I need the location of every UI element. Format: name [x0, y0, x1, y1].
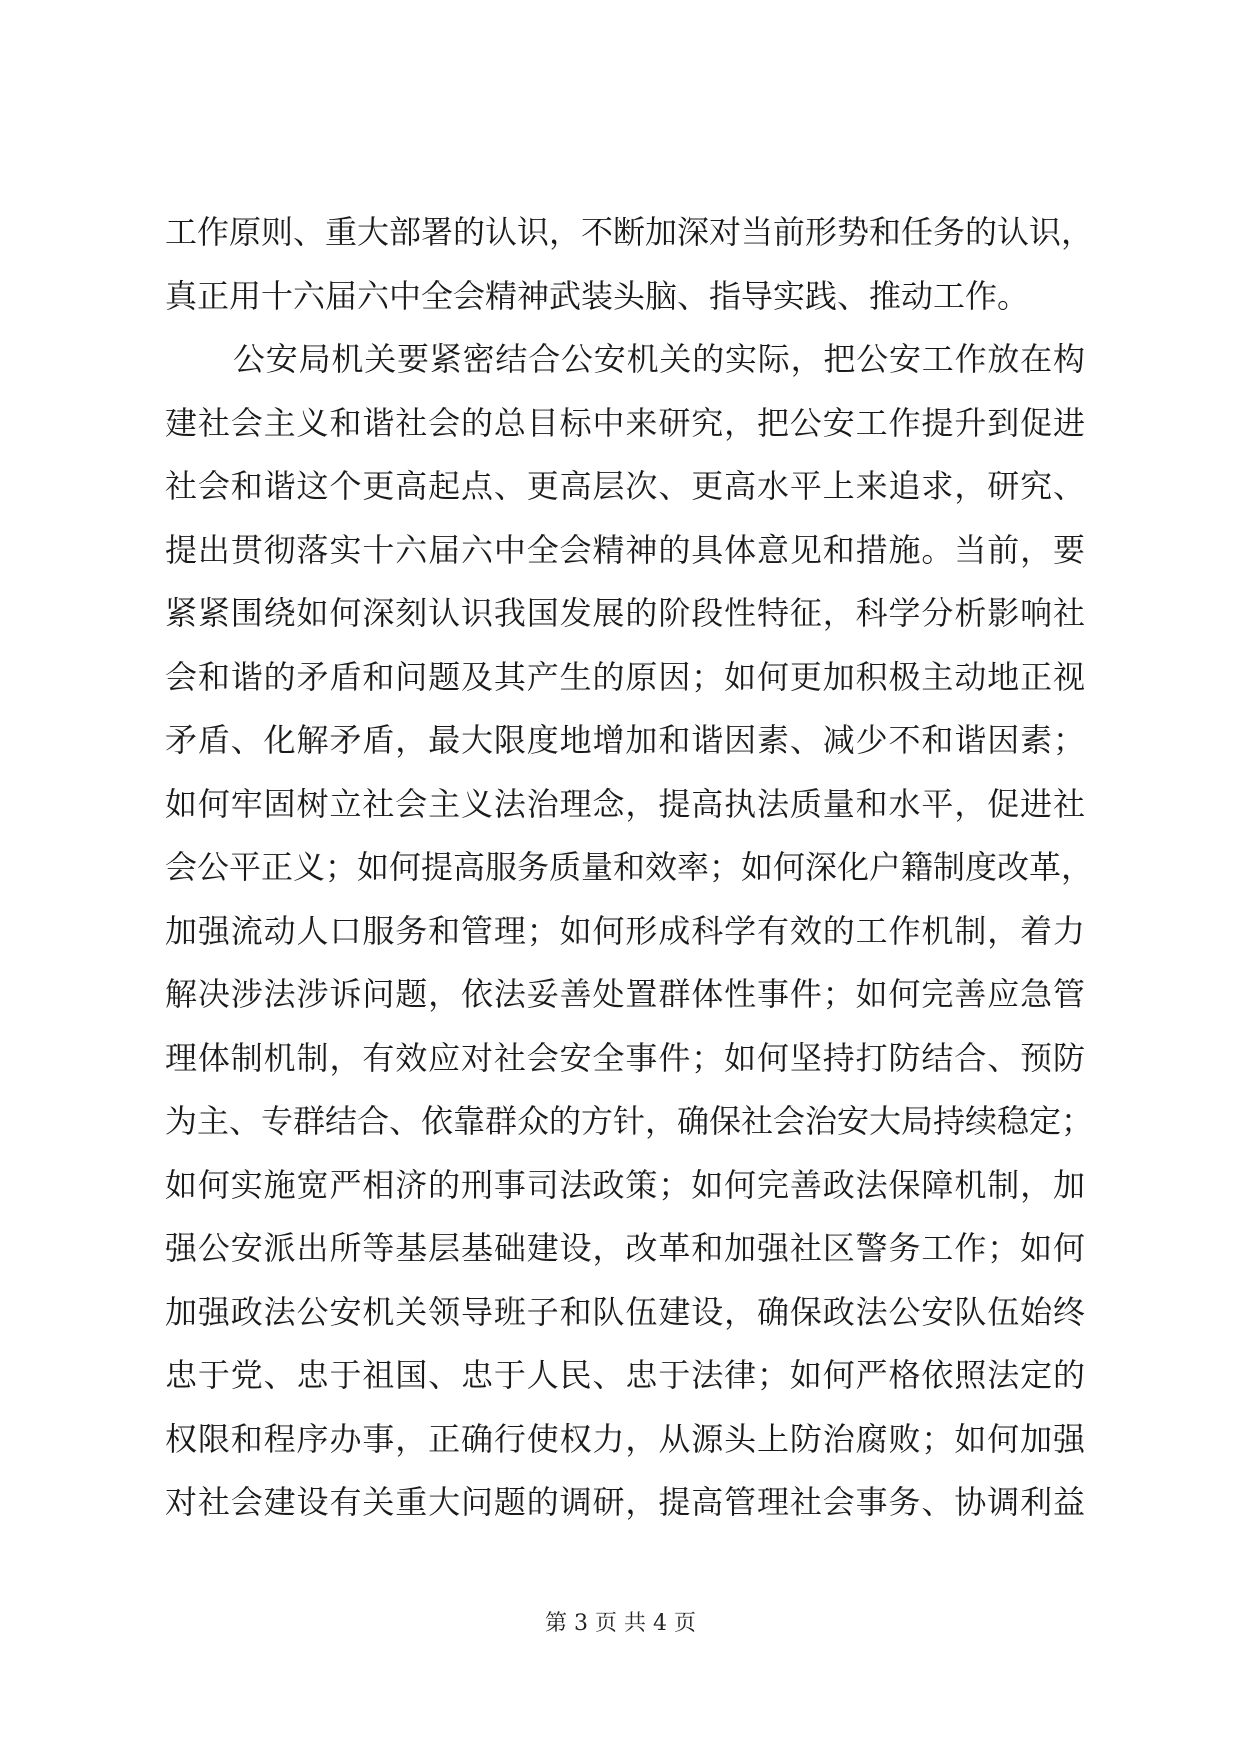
paragraph-2-line-14: 如何实施宽严相济的刑事司法政策；如何完善政法保障机制，加	[165, 1165, 1085, 1204]
paragraph-2-line-2: 建社会主义和谐社会的总目标中来研究，把公安工作提升到促进	[165, 403, 1085, 442]
paragraph-2-line-10: 加强流动人口服务和管理；如何形成科学有效的工作机制，着力	[165, 911, 1085, 950]
paragraph-1-line-1: 工作原则、重大部署的认识，不断加深对当前形势和任务的认识，	[165, 213, 1094, 251]
paragraph-2-line-11: 解决涉法涉诉问题，依法妥善处置群体性事件；如何完善应急管	[165, 975, 1085, 1013]
page-number-footer: 第 3 页 共 4 页	[545, 1611, 696, 1636]
paragraph-2-line-6: 会和谐的矛盾和问题及其产生的原因；如何更加积极主动地正视	[165, 657, 1085, 696]
paragraph-1-line-2: 真正用十六届六中全会精神武装头脑、指导实践、推动工作。	[165, 276, 1030, 315]
paragraph-2-line-13: 为主、专群结合、依靠群众的方针，确保社会治安大局持续稳定；	[165, 1102, 1094, 1140]
paragraph-2-line-18: 权限和程序办事，正确行使权力，从源头上防治腐败；如何加强	[165, 1419, 1085, 1458]
paragraph-2-line-9: 会公平正义；如何提高服务质量和效率；如何深化户籍制度改革，	[165, 848, 1094, 886]
paragraph-2-line-8: 如何牢固树立社会主义法治理念，提高执法质量和水平，促进社	[165, 784, 1085, 823]
paragraph-2-line-12: 理体制机制，有效应对社会安全事件；如何坚持打防结合、预防	[165, 1038, 1085, 1077]
paragraph-2-line-16: 加强政法公安机关领导班子和队伍建设，确保政法公安队伍始终	[165, 1292, 1085, 1331]
paragraph-2-line-15: 强公安派出所等基层基础建设，改革和加强社区警务工作；如何	[165, 1229, 1085, 1267]
paragraph-2-line-1: 公安局机关要紧密结合公安机关的实际，把公安工作放在构	[233, 340, 1085, 378]
paragraph-2-line-3: 社会和谐这个更高起点、更高层次、更高水平上来追求，研究、	[165, 467, 1085, 505]
paragraph-2-line-4: 提出贯彻落实十六届六中全会精神的具体意见和措施。当前，要	[165, 530, 1085, 569]
paragraph-2-line-19: 对社会建设有关重大问题的调研，提高管理社会事务、协调利益	[165, 1483, 1085, 1521]
paragraph-2-line-5: 紧紧围绕如何深刻认识我国发展的阶段性特征，科学分析影响社	[165, 594, 1085, 632]
paragraph-2-line-7: 矛盾、化解矛盾，最大限度地增加和谐因素、减少不和谐因素；	[165, 721, 1085, 759]
paragraph-2-line-17: 忠于党、忠于祖国、忠于人民、忠于法律；如何严格依照法定的	[165, 1356, 1085, 1394]
document-body	[165, 201, 1094, 1535]
